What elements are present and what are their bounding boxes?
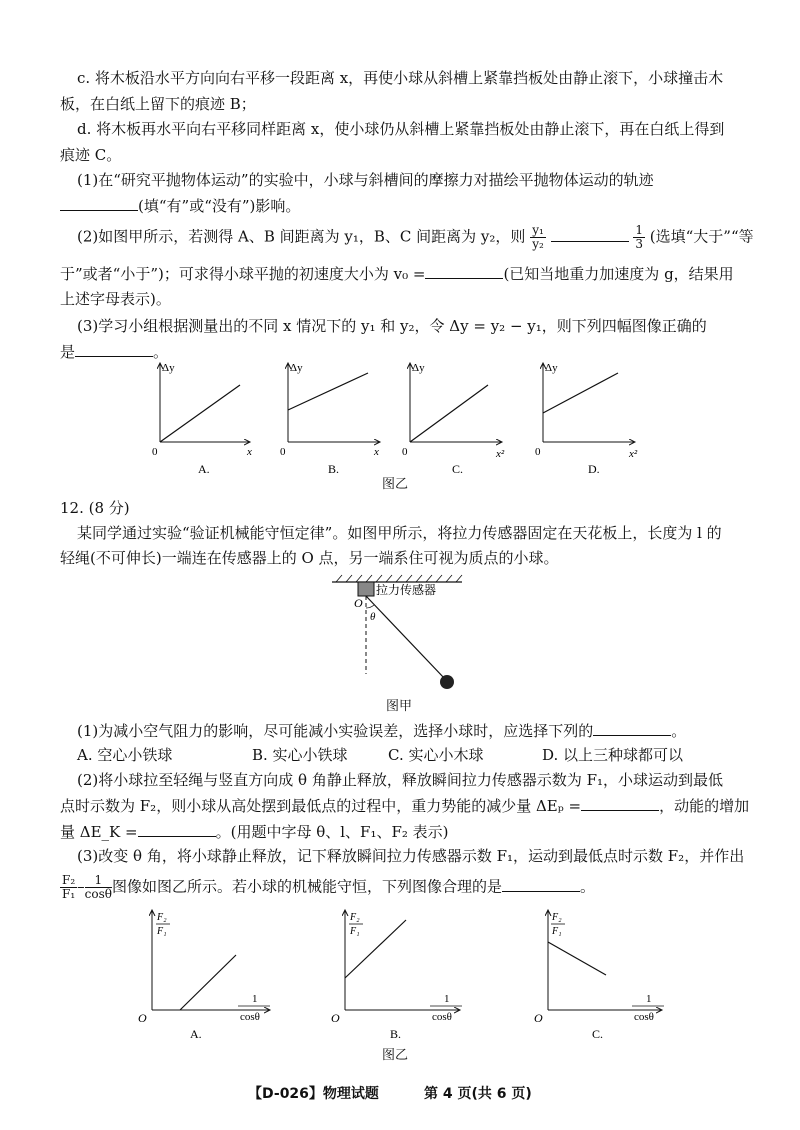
option-letter: B.	[328, 462, 340, 476]
y-label-den: F₁	[552, 926, 562, 937]
one-over-cos: $\frac{1}{\cos\theta}$	[84, 873, 112, 901]
q12-intro2: 轻绳(不可伸长)一端连在传感器上的 O 点，另一端系住可视为质点的小球。	[60, 549, 559, 567]
x-label: x²	[496, 448, 505, 460]
graph-line	[160, 385, 240, 442]
option-d[interactable]: D. 以上三种球都可以	[542, 746, 684, 764]
origin-label: O	[138, 1011, 147, 1025]
option-b[interactable]: B. 实心小铁球	[252, 746, 348, 764]
figure-caption: 图乙	[382, 477, 409, 492]
graph-a[interactable]	[138, 910, 270, 1041]
origin-label: 0	[535, 446, 541, 458]
origin-label: O	[331, 1011, 340, 1025]
graph-c[interactable]	[534, 910, 664, 1041]
angle-label: θ	[370, 611, 376, 623]
graphs-bottom	[120, 900, 680, 1050]
q11-1-line1: (1)在“研究平抛物体运动”的实验中，小球与斜槽间的摩擦力对描绘平抛物体运动的轨迹	[77, 171, 654, 189]
step-c-line2: 板，在白纸上留下的痕迹 B；	[60, 95, 256, 113]
option-letter: B.	[390, 1027, 402, 1041]
graphs-top	[140, 355, 660, 490]
option-letter: A.	[198, 462, 210, 476]
answer-blank[interactable]	[593, 721, 671, 736]
step-d-line1: d. 将木板再水平向右平移同样距离 x，使小球仍从斜槽上紧靠挡板处由静止滚下，再在白纸上得到	[77, 120, 725, 138]
footer-page: 第 4 页(共 6 页)	[424, 1086, 532, 1102]
graph-line	[288, 373, 368, 410]
q12-intro1: 某同学通过实验“验证机械能守恒定律”。如图甲所示，将拉力传感器固定在天花板上，长度为 l 的	[77, 524, 722, 542]
ball	[440, 675, 454, 689]
ratio-fraction: $\frac{\text{y₁}}{\text{y₂}}$	[532, 223, 544, 251]
origin-label: 0	[280, 446, 286, 458]
x-label: x	[247, 446, 252, 458]
y-label: Δy	[545, 362, 558, 374]
origin-label: O	[534, 1011, 543, 1025]
q12-2-line3: 量 ΔE_K = 。(用题中字母 θ、l、F₁、F₂ 表示)	[60, 823, 449, 841]
q12-1-line1: (1)为减小空气阻力的影响，尽可能减小实验误差，选择小球时，应选择下列的 。	[77, 722, 687, 740]
figure-caption: 图乙	[382, 1048, 409, 1063]
y-label-num: F₂	[350, 912, 360, 923]
q12-2-line2: 点时示数为 F₂，则小球从高处摆到最低点的过程中，重力势能的减少量 ΔEₚ = ，动能的增加	[60, 797, 750, 815]
x-label: x²	[629, 448, 638, 460]
option-c[interactable]: C. 实心小木球	[388, 746, 484, 764]
q11-3-line2: 是 。	[60, 343, 169, 361]
q12-header: 12. (8 分)	[60, 499, 130, 517]
y-label: Δy	[162, 362, 175, 374]
sensor-label: 拉力传感器	[376, 583, 437, 597]
answer-blank[interactable]	[138, 822, 216, 837]
graph-b[interactable]	[331, 910, 462, 1041]
step-c-line1: c. 将木板沿水平方向向右平移一段距离 x，再使小球从斜槽上紧靠挡板处由静止滚下，小球撞击木	[77, 69, 724, 87]
q11-3-line1: (3)学习小组根据测量出的不同 x 情况下的 y₁ 和 y₂，令 Δy = y₂ − y₁，则下列四幅图像正确的	[77, 317, 707, 335]
option-letter: C.	[592, 1027, 604, 1041]
y-label-num: F₂	[157, 912, 167, 923]
pendulum-figure	[330, 572, 470, 700]
x-label-num: 1	[646, 993, 652, 1005]
x-label-num: 1	[252, 993, 258, 1005]
graph-line	[180, 955, 236, 1010]
answer-blank[interactable]	[425, 264, 503, 279]
option-a[interactable]: A. 空心小铁球	[77, 746, 173, 764]
q11-1-line2: (填“有”或“没有”)影响。	[60, 196, 300, 216]
y-label: Δy	[290, 362, 303, 374]
answer-blank[interactable]	[60, 196, 138, 211]
q11-2-line3: 上述字母表示)。	[60, 290, 171, 308]
step-d-line2: 痕迹 C。	[60, 146, 122, 164]
answer-blank[interactable]	[581, 796, 659, 811]
answer-blank[interactable]	[551, 227, 629, 242]
figure-caption: 图甲	[386, 699, 413, 714]
q11-2-line2: 于”或者“小于”)；可求得小球平抛的初速度大小为 v₀ = (已知当地重力加速度为 g，结果用	[60, 265, 734, 283]
graph-b[interactable]	[280, 362, 380, 476]
angle-arc	[366, 605, 374, 608]
y-label-den: F₁	[350, 926, 360, 937]
q11-2-line1: (2)如图甲所示，若测得 A、B 间距离为 y₁，B、C 间距离为 y₂，则 $\frac{\text{y₁}}{\text{y₂}}$ $\frac{1}{3}$ (选填“大于”“等	[77, 223, 754, 251]
graph-line	[548, 942, 606, 975]
q12-2-line1: (2)将小球拉至轻绳与竖直方向成 θ 角静止释放，释放瞬间拉力传感器示数为 F₁，小球运动到最低	[77, 771, 724, 789]
graph-a[interactable]	[152, 362, 252, 476]
x-label-den: cosθ	[240, 1011, 260, 1023]
origin-label: 0	[402, 446, 408, 458]
origin-point-label: O	[354, 596, 363, 610]
string	[366, 596, 445, 679]
q12-3-line2: $\frac{\text{F₂}}{\text{F₁}}$ – $\frac{1}{\cos\theta}$ 图像如图乙所示。若小球的机械能守恒，下列图像合理的是 。	[62, 873, 595, 901]
q12-3-line1: (3)改变 θ 角，将小球静止释放，记下释放瞬间拉力传感器示数 F₁，运动到最低点时示数 F₂，并作出	[77, 847, 745, 865]
answer-blank[interactable]	[502, 877, 580, 892]
tension-sensor	[358, 582, 374, 596]
option-letter: A.	[190, 1027, 202, 1041]
graph-d[interactable]	[535, 362, 638, 476]
origin-label: 0	[152, 446, 158, 458]
one-third-fraction: $\frac{1}{3}$	[635, 223, 643, 251]
x-label: x	[374, 446, 379, 458]
y-label-num: F₂	[552, 912, 562, 923]
f2-over-f1: $\frac{\text{F₂}}{\text{F₁}}$	[62, 873, 76, 901]
graph-line	[543, 373, 618, 413]
y-label-den: F₁	[157, 926, 167, 937]
option-letter: C.	[452, 462, 464, 476]
ceiling-hatch	[336, 575, 462, 582]
x-label-den: cosθ	[432, 1011, 452, 1023]
x-label-num: 1	[444, 993, 450, 1005]
graph-c[interactable]	[402, 362, 505, 476]
footer-code: 【D-026】物理试题	[248, 1086, 379, 1102]
option-letter: D.	[588, 462, 600, 476]
y-label: Δy	[412, 362, 425, 374]
graph-line	[410, 385, 488, 442]
x-label-den: cosθ	[634, 1011, 654, 1023]
